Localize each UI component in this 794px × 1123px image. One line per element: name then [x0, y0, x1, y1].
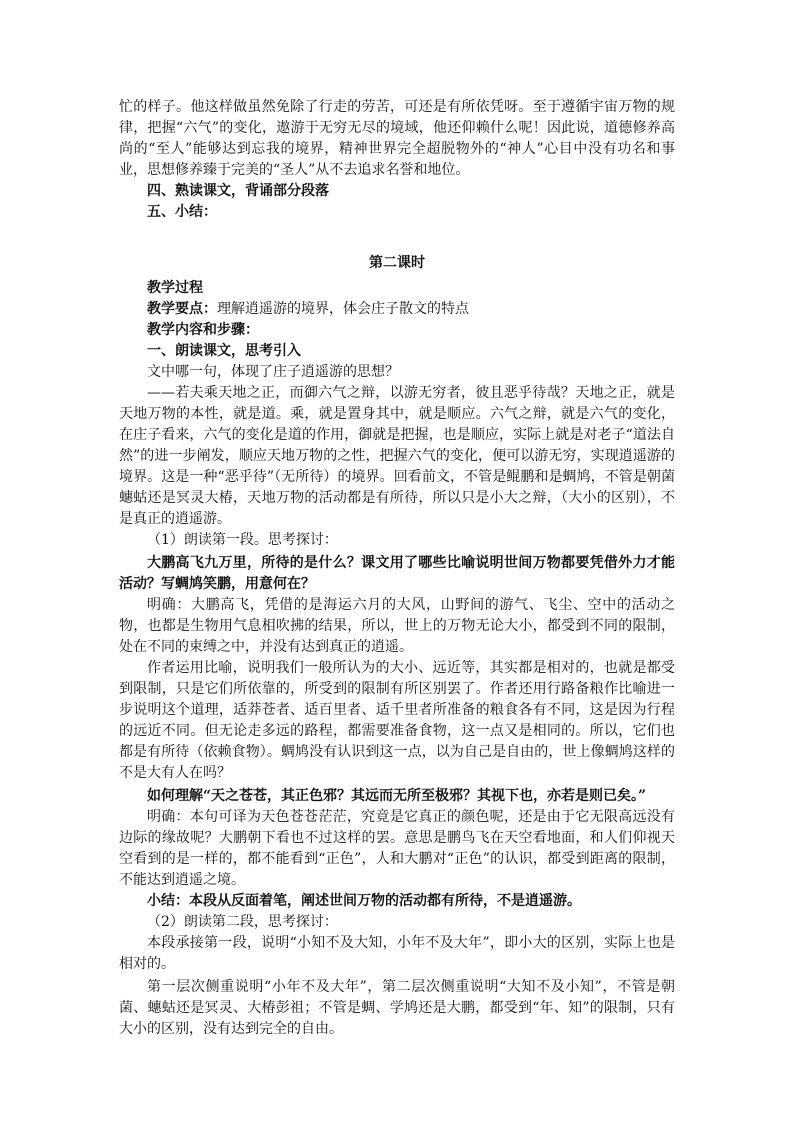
teaching-points-label: 教学要点： [147, 301, 217, 317]
lesson-title: 第二课时 [369, 255, 425, 271]
question-intro: 文中哪一句，体现了庄子逍遥游的思想？ [147, 364, 399, 380]
heading-four: 四、熟读课文，背诵部分段落 [147, 183, 329, 199]
heading-five: 五、小结： [147, 204, 217, 220]
reading-two: （2）朗读第二段，思考探讨： [147, 914, 338, 930]
teaching-points [119, 299, 675, 320]
paragraph-metaphor: 作者运用比喻，说明我们一般所认为的大小、远近等，其实都是相对的，也就是都受到限制，只是它们所依靠的，所受到的限制有所区别罢了。作者还用行路备粮作比喻进一步说明这个道理，适莽苍者、适百里者、适千里者所准备的粮食各有不同，这是因为行程的远近不同。但无论走多远的路程，都需要准备食物，这一点又是相同的。所以，它们也都是有所待（依赖食物）。蜩鸠没有认识到这一点，以为自己是自由的，世上像蜩鸠这样的不是大有人在吗？ [119, 660, 675, 781]
document-page [119, 97, 675, 1040]
heading-steps: 教学内容和步骤： [147, 322, 259, 338]
heading-one: 一、朗读课文，思考引入 [147, 343, 301, 359]
summary-one: 小结：本段从反面着笔，阐述世间万物的活动都有所待，不是逍遥游。 [147, 893, 581, 909]
heading-process: 教学过程 [147, 280, 203, 296]
answer-one: 明确：大鹏高飞，凭借的是海运六月的大风，山野间的游气、飞尘、空中的活动之物，也都是生物用气息相吹拂的结果，所以，世上的万物无论大小，都受到不同的限制，处在不同的束缚之中，并没有达到真正的逍遥。 [119, 597, 675, 655]
question-one: 大鹏高飞九万里，所待的是什么？课文用了哪些比喻说明世间万物都要凭借外力才能活动？写蜩鸠笑鹏，用意何在？ [119, 555, 675, 592]
answer-two: 明确：本句可译为天色苍苍茫茫，究竟是它真正的颜色呢，还是由于它无限高远没有边际的缘故呢？大鹏朝下看也不过这样的罢。意思是鹏鸟飞在天空看地面，和人们仰视天空看到的是一样的，都不能看到“正色”，人和大鹏对“正色”的认识，都受到距离的限制，不能达到逍遥之境。 [119, 809, 675, 888]
paragraph-answer: ——若夫乘天地之正，而御六气之辩，以游无穷者，彼且恶乎待哉？天地之正，就是天地万物的本性，就是道。乘，就是置身其中，就是顺应。六气之辩，就是六气的变化，在庄子看来，六气的变化是道的作用，御就是把握，也是顺应，实际上就是对老子“道法自然”的进一步阐发，顺应天地万物的之性，把握六气的变化，便可以游无穷，实现逍遥游的境界。这是一种“恶乎待”（无所待）的境界。回看前文，不管是鲲鹏和是蜩鸠，不管是朝菌蟪蛄还是冥灵大椿，天地万物的活动都是有所待，所以只是小大之辩，（大小的区别），不是真正的逍遥游。 [119, 385, 675, 527]
paragraph-intro: 忙的样子。他这样做虽然免除了行走的劳苦，可还是有所依凭呀。至于遵循宇宙万物的规律，把握“六气”的变化，遨游于无穷无尽的境域，他还仰赖什么呢！因此说，道德修养高尚的“至人”能够达到忘我的境界，精神世界完全超脱物外的“神人”心目中没有功名和事业，思想修养臻于完美的“圣人”从不去追求名誉和地位。 [119, 99, 675, 178]
paragraph-layers: 第一层次侧重说明“小年不及大年”，第二层次侧重说明“大知不及小知”，不管是朝菌、蟪蛄还是冥灵、大椿彭祖；不管是蜩、学鸠还是大鹏，都受到“年、知”的限制，只有大小的区别，没有达到完全的自由。 [119, 979, 675, 1037]
teaching-points-text: 理解逍遥游的境界，体会庄子散文的特点 [217, 301, 469, 317]
question-two: 如何理解“天之苍苍，其正色邪？其远而无所至极邪？其视下也，亦若是则已矣。” [147, 788, 647, 804]
paragraph-relative: 本段承接第一段，说明“小知不及大知，小年不及大年”，即小大的区别，实际上也是相对的。 [119, 935, 675, 972]
reading-one: （1）朗读第一段。思考探讨： [147, 532, 338, 548]
